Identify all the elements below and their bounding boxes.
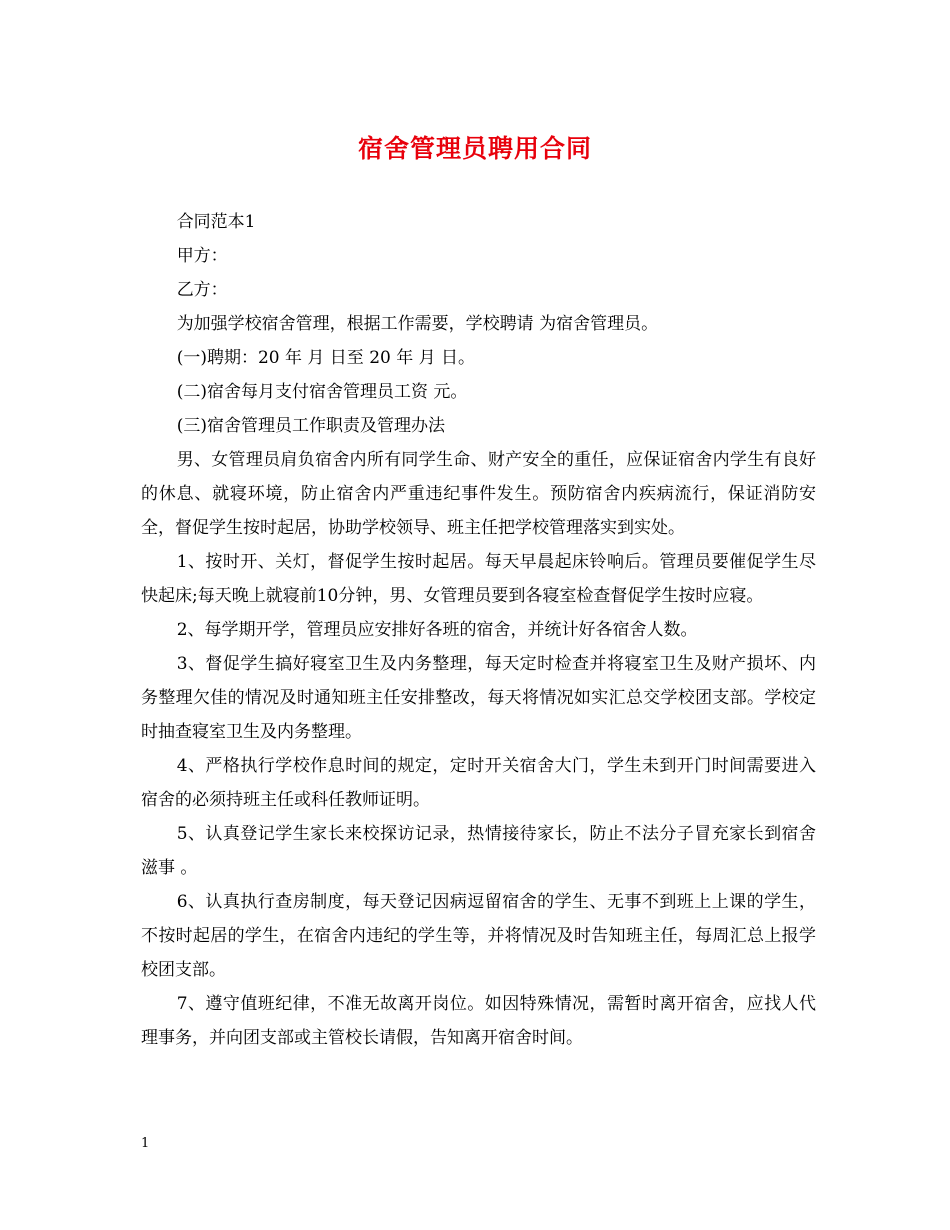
paragraph-duty-6: 6、认真执行查房制度，每天登记因病逗留宿舍的学生、无事不到班上上课的学生，不按时起居的学生，在宿舍内违纪的学生等，并将情况及时告知班主任，每周汇总上报学校团支部。 (141, 892, 816, 980)
paragraph-duty-1: 1、按时开、关灯，督促学生按时起居。每天早晨起床铃响后。管理员要催促学生尽快起床;每天晚上就寝前10分钟，男、女管理员要到各寝室检查督促学生按时应寝。 (141, 552, 816, 606)
document-title: 宿舍管理员聘用合同 (357, 134, 592, 163)
paragraph-duty-2: 2、每学期开学，管理员应安排好各班的宿舍，并统计好各宿舍人数。 (176, 620, 698, 640)
paragraph-party-b: 乙方： (176, 280, 228, 300)
paragraph-duty-3: 3、督促学生搞好寝室卫生及内务整理，每天定时检查并将寝室卫生及财产损坏、内务整理欠佳的情况及时通知班主任安排整改，每天将情况如实汇总交学校团支部。学校定时抽查寝室卫生及内务整理。 (141, 654, 816, 742)
page-number: 1 (141, 1136, 150, 1151)
paragraph-party-a: 甲方： (176, 246, 228, 266)
paragraph-term: (一)聘期：20 年 月 日至 20 年 月 日。 (176, 348, 476, 368)
paragraph-intro: 为加强学校宿舍管理，根据工作需要，学校聘请 为宿舍管理员。 (176, 314, 659, 334)
paragraph-duty-4: 4、严格执行学校作息时间的规定，定时开关宿舍大门，学生未到开门时间需要进入宿舍的必须持班主任或科任教师证明。 (141, 756, 816, 810)
paragraph-duty-7: 7、遵守值班纪律，不准无故离开岗位。如因特殊情况，需暂时离开宿舍，应找人代理事务，并向团支部或主管校长请假，告知离开宿舍时间。 (141, 994, 816, 1048)
document-body (141, 205, 816, 1055)
paragraph-duties-heading: (三)宿舍管理员工作职责及管理办法 (176, 416, 445, 436)
paragraph-salary: (二)宿舍每月支付宿舍管理员工资 元。 (176, 382, 468, 402)
paragraph-duty-5: 5、认真登记学生家长来校探访记录，热情接待家长，防止不法分子冒充家长到宿舍滋事 。 (141, 824, 816, 878)
paragraph-contract-sample: 合同范本1 (176, 212, 256, 232)
paragraph-responsibility: 男、女管理员肩负宿舍内所有同学生命、财产安全的重任，应保证宿舍内学生有良好的休息、就寝环境，防止宿舍内严重违纪事件发生。预防宿舍内疾病流行，保证消防安全，督促学生按时起居，协助学校领导、班主任把学校管理落实到实处。 (141, 450, 816, 538)
